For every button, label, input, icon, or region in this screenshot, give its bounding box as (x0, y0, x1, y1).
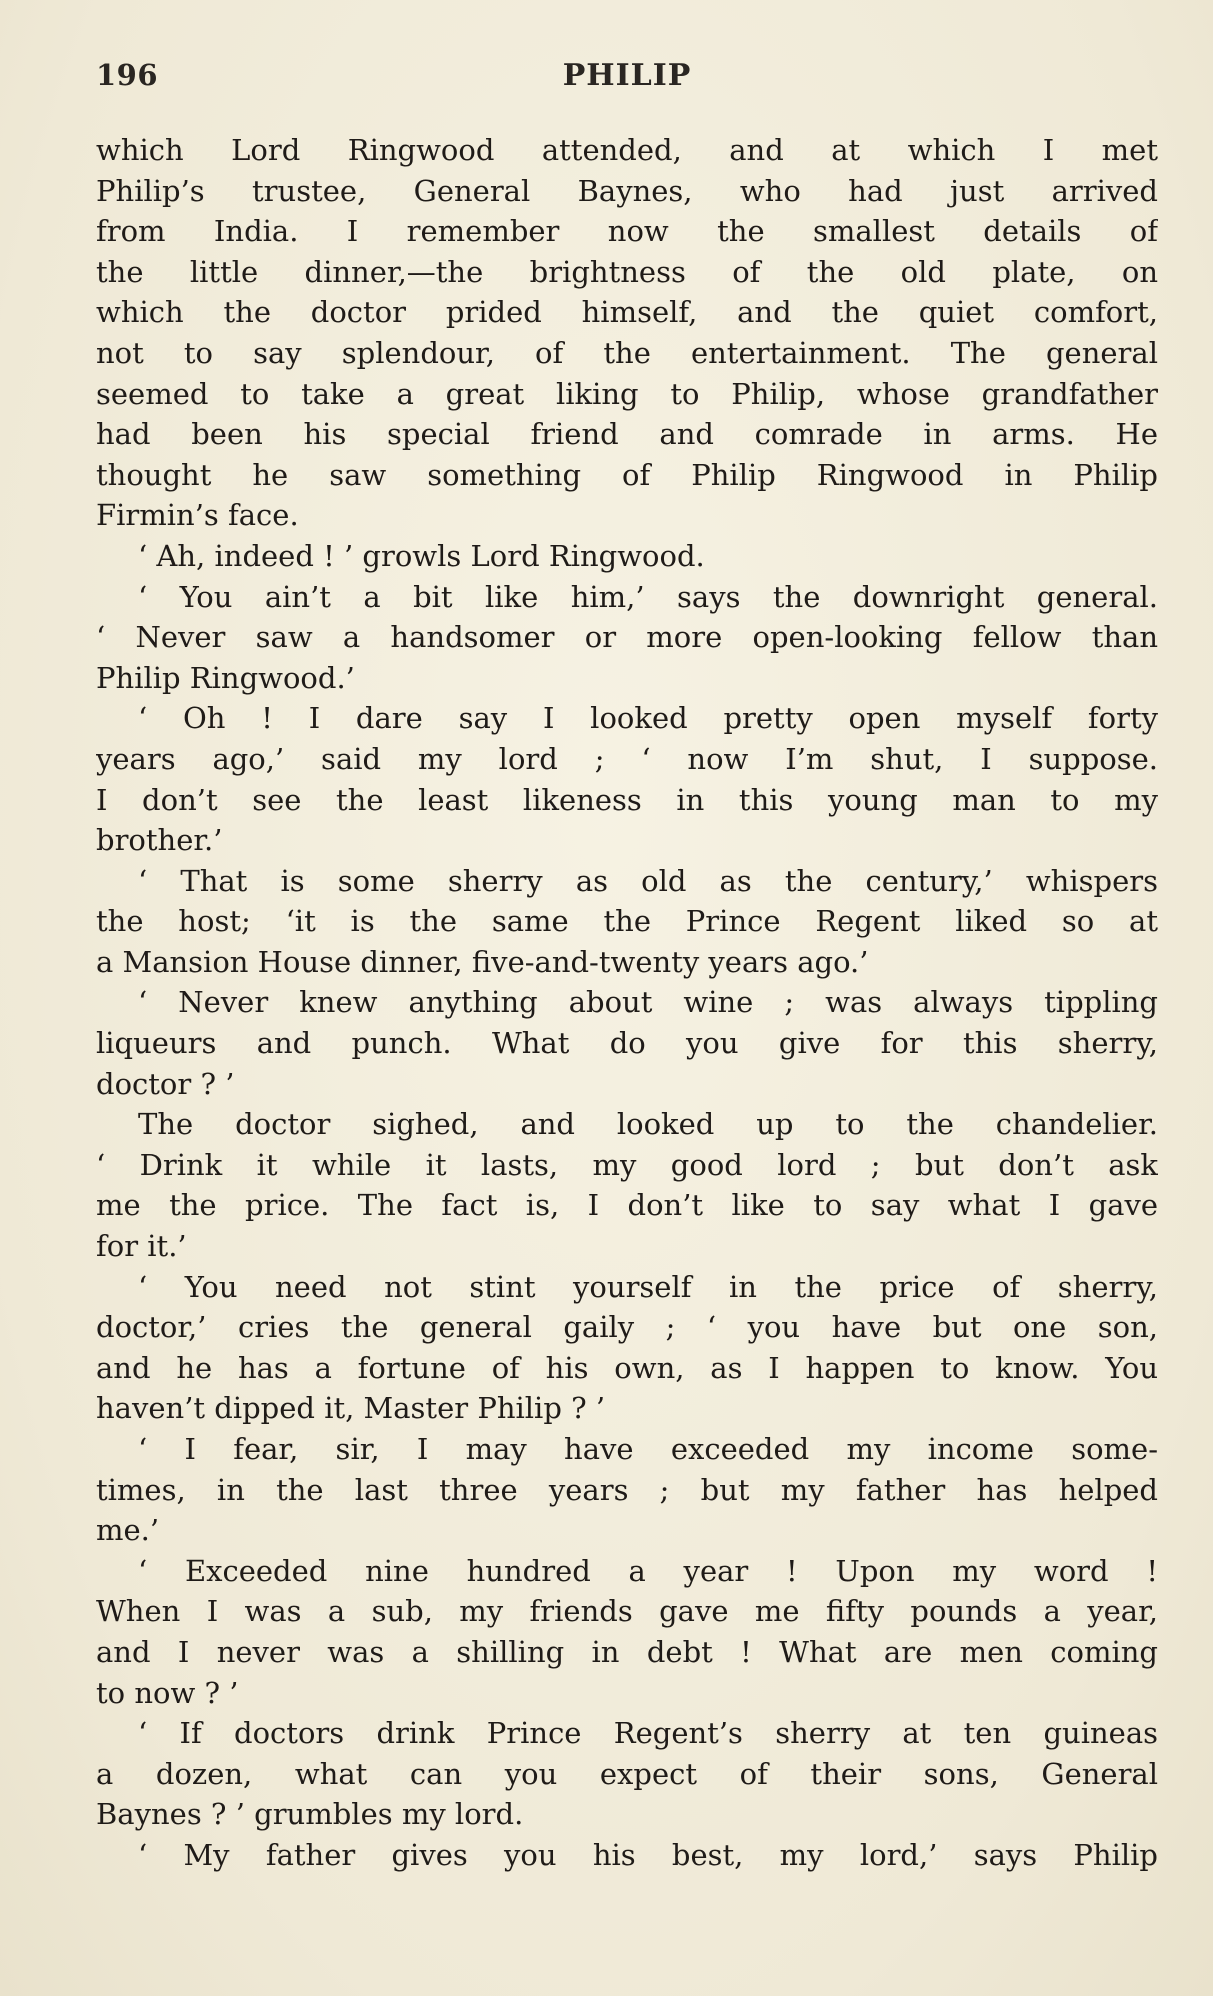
text-line: had been his special friend and comrade in arms. He (96, 417, 1158, 452)
text-line: ‘ You ain’t a bit like him,’ says the downright general. (138, 579, 1158, 614)
text-line: ‘ You need not stint yourself in the price of sherry, (138, 1269, 1158, 1304)
text-line: ‘ Never saw a handsomer or more open-looking fellow than (96, 620, 1158, 655)
text-line: liqueurs and punch. What do you give for this sherry, (96, 1026, 1158, 1061)
text-line: brother.’ (96, 823, 223, 858)
text-line: me the price. The fact is, I don’t like to say what I gave (96, 1188, 1158, 1223)
text-line: I don’t see the least likeness in this young man to my (96, 782, 1158, 817)
text-line: ‘ Never knew anything about wine ; was always tippling (138, 985, 1158, 1020)
page-header (96, 58, 1158, 98)
text-line: a Mansion House dinner, five-and-twenty years ago.’ (96, 944, 869, 979)
text-line: seemed to take a great liking to Philip, whose grandfather (96, 376, 1158, 411)
text-line: which the doctor prided himself, and the quiet comfort, (96, 295, 1158, 330)
text-line: thought he saw something of Philip Ringwood in Philip (96, 457, 1158, 492)
text-line: the host; ‘it is the same the Prince Regent liked so at (96, 904, 1158, 939)
text-line: me.’ (96, 1513, 160, 1548)
text-line: doctor,’ cries the general gaily ; ‘ you have but one son, (96, 1310, 1158, 1345)
text-line: times, in the last three years ; but my father has helped (96, 1472, 1158, 1507)
text-line: haven’t dipped it, Master Philip ? ’ (96, 1391, 606, 1426)
text-line: years ago,’ said my lord ; ‘ now I’m shut, I suppose. (96, 741, 1158, 776)
text-line: doctor ? ’ (96, 1066, 235, 1101)
text-line: ‘ Oh ! I dare say I looked pretty open myself forty (138, 701, 1158, 736)
text-line: ‘ Drink it while it lasts, my good lord ; but don’t ask (96, 1147, 1158, 1182)
text-line: The doctor sighed, and looked up to the chandelier. (138, 1107, 1158, 1142)
text-line: ‘ That is some sherry as old as the century,’ whispers (138, 863, 1158, 898)
text-line: Philip’s trustee, General Baynes, who had just arrived (96, 173, 1158, 208)
text-line: When I was a sub, my friends gave me fifty pounds a year, (96, 1594, 1158, 1629)
text-line: ‘ Exceeded nine hundred a year ! Upon my word ! (138, 1553, 1158, 1588)
text-line: a dozen, what can you expect of their sons, General (96, 1756, 1158, 1791)
page-number: 196 (96, 58, 159, 92)
text-line: from India. I remember now the smallest details of (96, 214, 1158, 249)
running-title: PHILIP (562, 58, 692, 93)
text-line: and I never was a shilling in debt ! What are men coming (96, 1634, 1158, 1669)
text-line: Firmin’s face. (96, 498, 299, 533)
text-line: which Lord Ringwood attended, and at which I met (96, 133, 1158, 167)
text-line: not to say splendour, of the entertainment. The general (96, 335, 1158, 370)
text-line: for it.’ (96, 1229, 187, 1264)
text-line: ‘ Ah, indeed ! ’ growls Lord Ringwood. (138, 538, 705, 573)
text-line: Philip Ringwood.’ (96, 660, 355, 695)
text-line: ‘ My father gives you his best, my lord,’ says Philip (138, 1837, 1158, 1872)
text-line: ‘ I fear, sir, I may have exceeded my income some- (138, 1432, 1158, 1466)
text-line: ‘ If doctors drink Prince Regent’s sherry at ten guineas (138, 1716, 1158, 1751)
text-line: the little dinner,—the brightness of the old plate, on (96, 254, 1158, 289)
text-line: and he has a fortune of his own, as I happen to know. You (96, 1350, 1158, 1385)
text-line: to now ? ’ (96, 1675, 239, 1710)
text-line: Baynes ? ’ grumbles my lord. (96, 1797, 524, 1832)
body-text (96, 130, 1158, 1876)
